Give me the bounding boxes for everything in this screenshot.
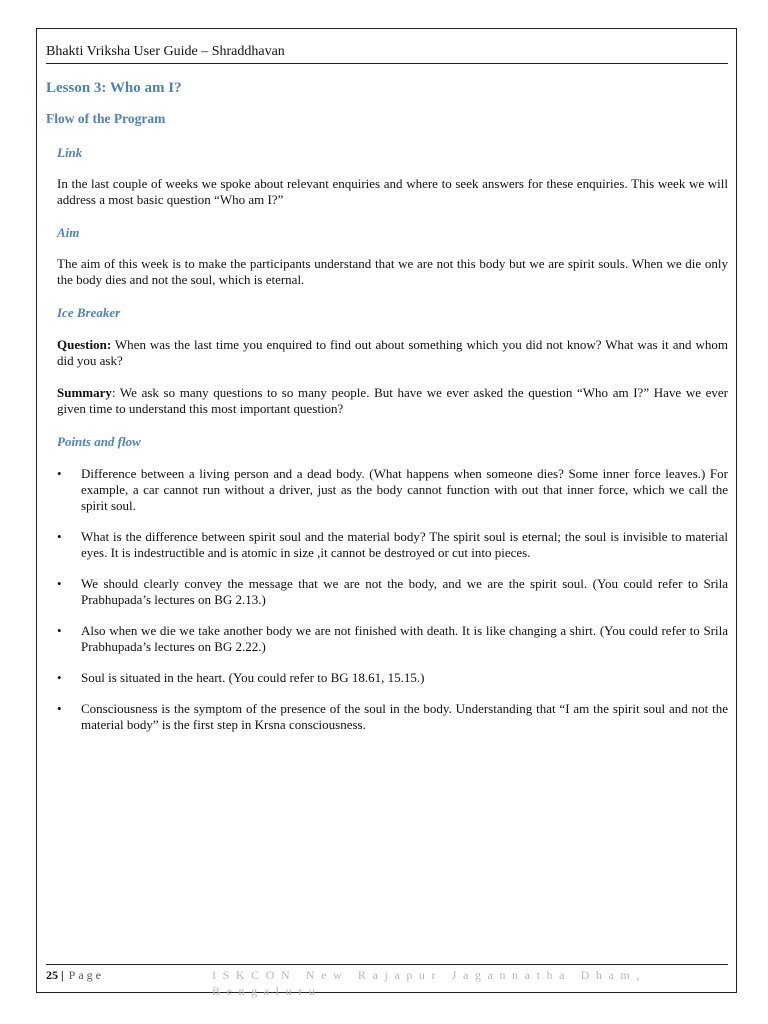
- list-item: • We should clearly convey the message that we are not the body, and we are the spirit soul. (You could refer to Srila Prabhupada’s lectures on BG 2.13.): [57, 576, 728, 607]
- ice-breaker-heading: Ice Breaker: [57, 305, 121, 320]
- summary-text: : We ask so many questions to so many people. But have we ever asked the question “Who am I?” Have we ever given time to understand this most important question?: [57, 385, 728, 416]
- question-paragraph: [57, 337, 728, 369]
- list-item: • Also when we die we take another body we are not finished with death. It is like changing a shirt. (You could refer to Srila Prabhupada’s lectures on BG 2.22.): [57, 623, 728, 654]
- summary-paragraph: [57, 385, 728, 417]
- aim-heading: Aim: [57, 225, 80, 240]
- bullet-icon: •: [57, 701, 62, 716]
- page-content: [46, 78, 728, 748]
- bullet-icon: •: [57, 623, 62, 638]
- flow-heading: Flow of the Program: [46, 111, 166, 126]
- list-item: • What is the difference between spirit soul and the material body? The spirit soul is eternal; the soul is invisible to material eyes. It is indestructible and is atomic in size ,it cannot be destroyed or cut into pieces.: [57, 529, 728, 560]
- list-item: • Consciousness is the symptom of the presence of the soul in the body. Understanding that “I am the spirit soul and not the material body” is the first step in Krsna consciousness.: [57, 701, 728, 732]
- page-separator: |: [61, 968, 64, 982]
- footer-organization: ISKCON New Rajapur Jagannatha Dham, Bengaluru: [212, 968, 646, 998]
- bullet-icon: •: [57, 670, 62, 685]
- points-heading: Points and flow: [57, 434, 141, 449]
- bullet-icon: •: [57, 576, 62, 591]
- list-item: • Difference between a living person and a dead body. (What happens when someone dies? Some inner force leaves.) For example, a car cannot run without a driver, just as the body cannot function with out that inner force, which we call the spirit soul.: [57, 466, 728, 513]
- running-header: [46, 43, 728, 64]
- bullet-icon: •: [57, 466, 62, 481]
- list-item: • Soul is situated in the heart. (You could refer to BG 18.61, 15.15.): [57, 670, 425, 685]
- summary-label: Summary: [57, 385, 112, 400]
- lesson-title: Lesson 3: Who am I?: [46, 80, 182, 96]
- aim-paragraph: The aim of this week is to make the participants understand that we are not this body but we are spirit souls. When we die only the body dies and not the soul, which is eternal.: [57, 256, 728, 287]
- question-label: Question:: [57, 337, 112, 352]
- points-list: [46, 466, 728, 733]
- page-number: 25: [46, 968, 58, 982]
- question-text: When was the last time you enquired to find out about something which you did not know? What was it and whom did you ask?: [57, 337, 728, 368]
- page-footer: [46, 964, 728, 998]
- header-title: Bhakti Vriksha User Guide – Shraddhavan: [46, 44, 285, 59]
- link-paragraph: In the last couple of weeks we spoke about relevant enquiries and where to seek answers for these enquiries. This week we will address a most basic question “Who am I?”: [57, 176, 728, 207]
- link-heading: Link: [57, 145, 83, 160]
- page-word: Page: [68, 968, 104, 982]
- bullet-icon: •: [57, 529, 62, 544]
